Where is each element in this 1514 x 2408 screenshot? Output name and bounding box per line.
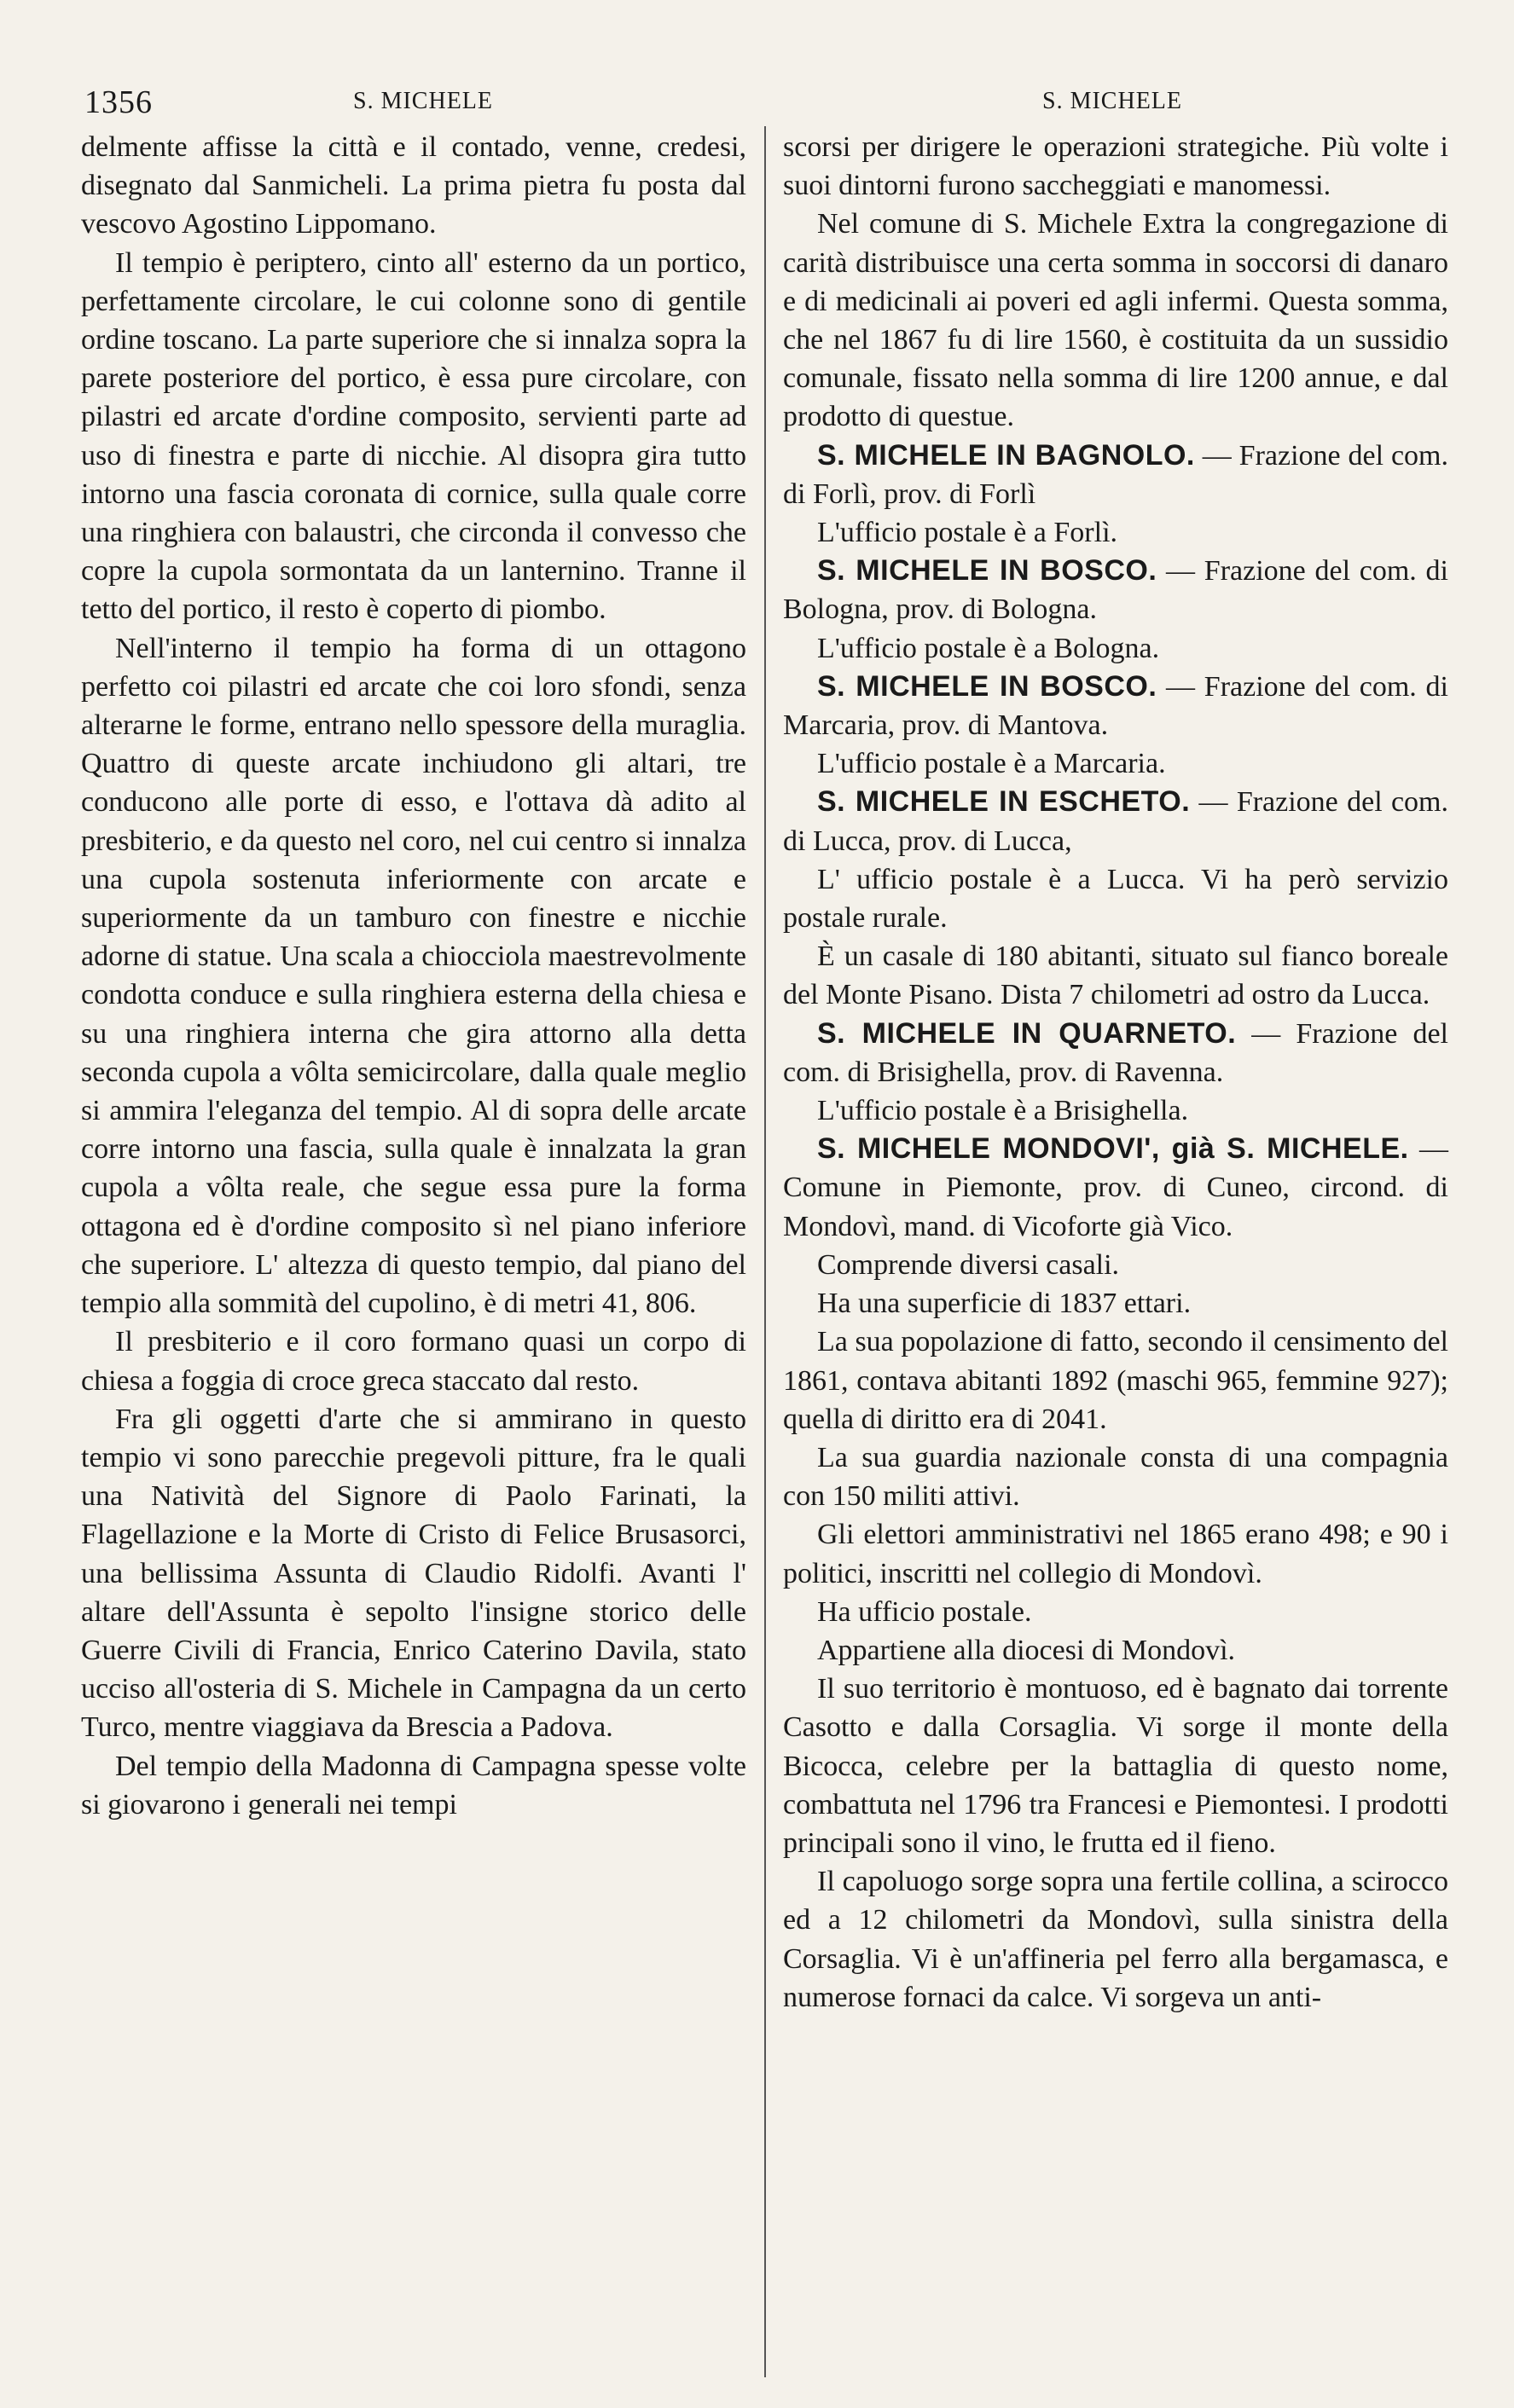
entry-bosco-marcaria [783,668,1448,744]
paragraph: L'ufficio postale è a Brisighella. [817,1095,1189,1127]
entry-text: — Comune in Piemonte, prov. di Cuneo, circond. di Mondovì, mand. di Vicoforte già Vico. [783,1133,1449,1242]
paragraph: L' ufficio postale è a Lucca. Vi ha però servizio postale rurale. [783,863,1448,935]
right-column [783,128,1448,2017]
paragraph: L'ufficio postale è a Bologna. [817,632,1160,664]
entry-text: — Frazione del com. di Lucca, prov. di Lucca, [783,786,1449,857]
entry-heading: S. MICHELE IN BAGNOLO. [817,438,1195,472]
entry-text: — Frazione del com. di Marcaria, prov. di Mantova. [783,670,1448,742]
entry-escheto [783,783,1448,860]
right-running-head: S. MICHELE [1042,88,1182,114]
paragraph: Gli elettori amministrativi nel 1865 erano 498; e 90 i politici, inscritti nel collegio di Mondovì. [783,1519,1448,1589]
paragraph: delmente affisse la città e il contado, venne, credesi, disegnato dal Sanmicheli. La prima pietra fu posta dal vescovo Agostino Lippomano. [81,131,746,240]
paragraph: Il tempio è periptero, cinto all' esterno da un portico, perfettamente circolare, le cui colonne sono di gentile ordine toscano. La parte superiore che si innalza sopra la parete posteriore del portico, è essa pure circolare, con pilastri ed arcate d'ordine composito, servienti parte ad uso di finestra e parte di nicchie. Al disopra gira tutto intorno una fascia coronata di cornice, sulla quale corre una ringhiera con balaustri, che circonda il convesso che copre la cupola sormontata da un lanternino. Tranne il tetto del portico, il resto è coperto di piombo. [81,246,746,626]
paragraph: Appartiene alla diocesi di Mondovì. [817,1634,1236,1666]
paragraph: scorsi per dirigere le operazioni strategiche. Più volte i suoi dintorni furono saccheggiati e manomessi. [783,131,1448,202]
paragraph: Il suo territorio è montuoso, ed è bagnato dai torrente Casotto e dalla Corsaglia. Vi sorge il monte della Bicocca, celebre per la battaglia di questo nome, combattuta nel 1796 tra Francesi e Piemontesi. I prodotti principali sono il vino, le frutta ed il fieno. [783,1673,1448,1859]
entry-bosco-bologna [783,552,1448,628]
paragraph: Comprende diversi casali. [817,1248,1120,1281]
entry-quarneto [783,1015,1448,1091]
entry-heading: S. MICHELE MONDOVI', già S. MICHELE. [817,1132,1409,1166]
left-column [81,128,746,1824]
paragraph: Ha ufficio postale. [817,1595,1032,1628]
paragraph: Del tempio della Madonna di Campagna spesse volte si giovarono i generali nei tempi [81,1750,746,1820]
entry-heading: S. MICHELE IN BOSCO. [817,669,1157,703]
paragraph: Fra gli oggetti d'arte che si ammirano in questo tempio vi sono parecchie pregevoli pitture, fra le quali una Natività del Signore di Paolo Farinati, la Flagellazione e la Morte di Cristo di Felice Brusasorci, una bellissima Assunta di Claudio Ridolfi. Avanti l' altare dell'Assunta è sepolto l'insigne storico delle Guerre Civili di Francia, Enrico Caterino Davila, stato ucciso all'osteria di S. Michele in Campagna da un certo Turco, mentre viaggiava da Brescia a Padova. [81,1403,746,1744]
entry-heading: S. MICHELE IN QUARNETO. [817,1016,1237,1050]
entry-mondovi [783,1130,1448,1246]
entry-bagnolo [783,437,1448,513]
left-running-head: S. MICHELE [353,88,493,114]
paragraph: Nell'interno il tempio ha forma di un ottagono perfetto coi pilastri ed arcate che coi loro sfondi, senza alterarne le forme, entrano nello spessore della muraglia. Quattro di queste arcate inchiudono gli altari, tre conducono alle porte di esso, e l'ottava dà adito al presbiterio, e da questo nel coro, nel cui centro si innalza una cupola sostenuta inferiormente con arcate e superiormente da un tamburo con finestre e nicchie adorne di statue. Una scala a chiocciola maestrevolmente condotta conduce e sulla ringhiera esterna della chiesa e su una ringhiera interna che gira attorno alla detta seconda cupola a vôlta semicircolare, dalla quale meglio si ammira l'eleganza del tempio. Al di sopra delle arcate corre intorno una fascia, sulla quale è innalzata la gran cupola a vôlta reale, che segue essa pure la forma ottagona ed è d'ordine composito sì nel piano inferiore che superiore. L' altezza di questo tempio, dal piano del tempio alla sommità del cupolino, è di metri 41, 806. [81,632,746,1320]
paragraph: Il capoluogo sorge sopra una fertile collina, a scirocco ed a 12 chilometri da Mondovì, sulla sinistra della Corsaglia. Vi è un'affineria pel ferro alla bergamasca, e numerose fornaci da calce. Vi sorgeva un anti- [783,1866,1448,2013]
entry-heading: S. MICHELE IN ESCHETO. [817,785,1191,819]
page-number: 1356 [84,84,153,120]
paragraph: Il presbiterio e il coro formano quasi un corpo di chiesa a foggia di croce greca staccato dal resto. [81,1326,746,1397]
paragraph: L'ufficio postale è a Forlì. [817,517,1118,549]
paragraph: La sua guardia nazionale consta di una compagnia con 150 militi attivi. [783,1441,1448,1513]
paragraph: È un casale di 180 abitanti, situato sul fianco boreale del Monte Pisano. Dista 7 chilometri ad ostro da Lucca. [783,941,1448,1011]
paragraph: L'ufficio postale è a Marcaria. [817,748,1166,780]
entry-text: — Frazione del com. di Brisighella, prov. di Ravenna. [783,1017,1448,1088]
column-divider [764,126,766,2377]
entry-text: — Frazione del com. di Forlì, prov. di Forlì [783,439,1448,510]
paragraph: Ha una superficie di 1837 ettari. [817,1288,1192,1320]
paragraph: Nel comune di S. Michele Extra la congregazione di carità distribuisce una certa somma in soccorsi di danaro e di medicinali ai poveri ed agli infermi. Questa somma, che nel 1867 fu di lire 1560, è costituita da un sussidio comunale, fissato nella somma di lire 1200 annue, e dal prodotto di questue. [783,208,1448,433]
entry-heading: S. MICHELE IN BOSCO. [817,554,1157,588]
paragraph: La sua popolazione di fatto, secondo il censimento del 1861, contava abitanti 1892 (maschi 965, femmine 927); quella di diritto era di 2041. [783,1326,1448,1435]
entry-text: — Frazione del com. di Bologna, prov. di Bologna. [783,555,1448,626]
